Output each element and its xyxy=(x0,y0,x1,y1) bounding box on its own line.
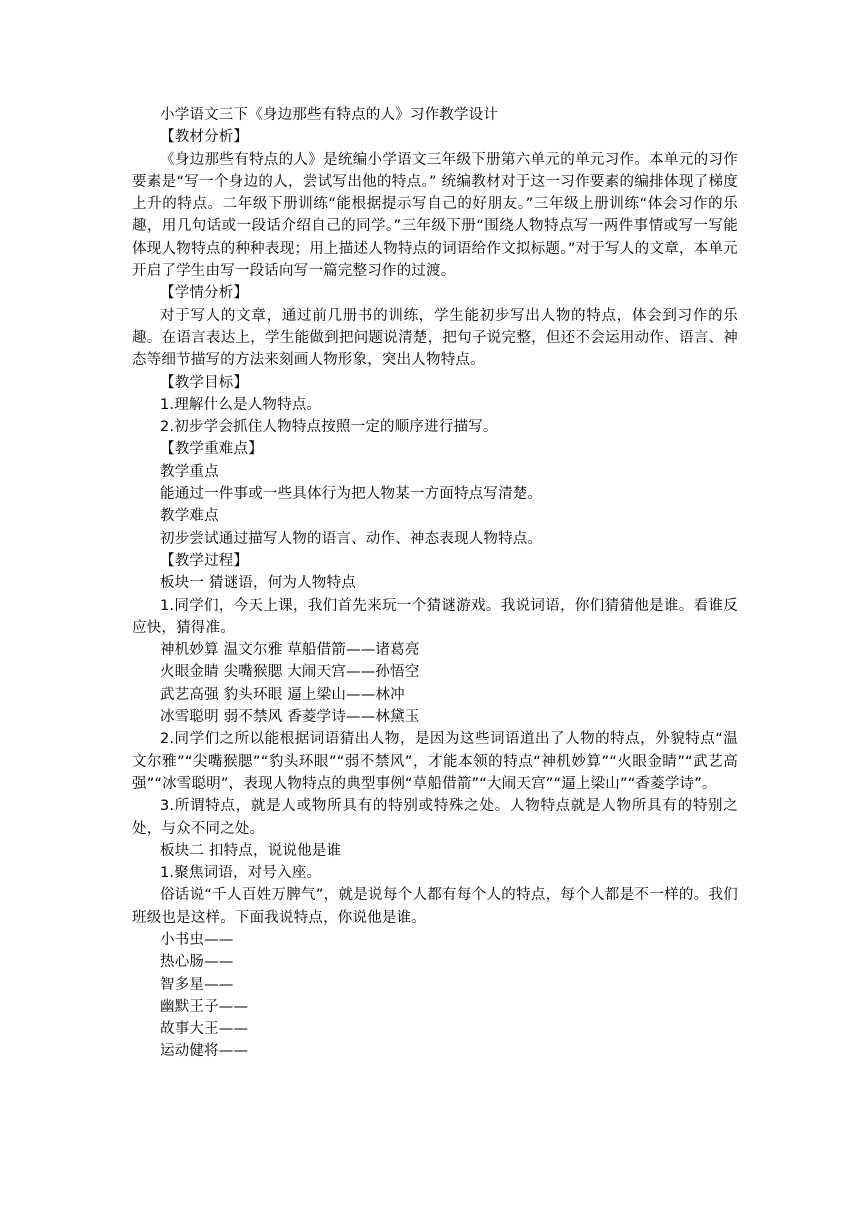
nickname-item-2: 热心肠—— xyxy=(160,954,234,971)
riddle-line-3: 武艺高强 豹头环眼 逼上梁山——林冲 xyxy=(160,686,405,703)
block1-paragraph-2: 2.同学们之所以能根据词语猜出人物，是因为这些词语道出了人物的特点，外貌特点“温文尔雅”“尖嘴猴腮”“豹头环眼”“弱不禁风”，才能本领的特点“神机妙算”“火眼金睛”“武艺高强”“冰雪聪明”，表现人物特点的典型事例“草船借箭”“大闹天宫”“逼上梁山”“香菱学诗”。 xyxy=(132,731,738,792)
key-point-text: 能通过一件事或一些具体行为把人物某一方面特点写清楚。 xyxy=(160,486,543,503)
block1-title: 板块一 猜谜语，何为人物特点 xyxy=(160,575,356,592)
nickname-item-6: 运动健将—— xyxy=(160,1043,249,1060)
difficulty-label: 教学难点 xyxy=(160,508,219,525)
riddle-line-2: 火眼金睛 尖嘴猴腮 大闹天宫——孙悟空 xyxy=(160,664,420,681)
block2-paragraph-2: 俗话说“千人百姓万脾气”，就是说每个人都有每个人的特点，每个人都是不一样的。我们班级也是这样。下面我说特点，你说他是谁。 xyxy=(132,887,738,926)
paragraph-textbook-analysis: 《身边那些有特点的人》是统编小学语文三年级下册第六单元的单元习作。本单元的习作要素是“写一个身边的人，尝试写出他的特点。” 统编教材对于这一习作要素的编排体现了梯度上升的特点。二年级下册训练“能根据提示写自己的好朋友。”三年级上册训练“体会习作的乐趣，用几句话或一段话介绍自己的同学。”三年级下册“围绕人物特点写一两件事情或写一写能体现人物特点的种种表现；用上描述人物特点的词语给作文拟标题。”对于写人的文章，本单元开启了学生由写一段话向写一篇完整习作的过渡。 xyxy=(132,151,738,280)
nickname-item-4: 幽默王子—— xyxy=(160,998,249,1015)
nickname-item-1: 小书虫—— xyxy=(160,931,234,948)
paragraph-learning-analysis: 对于写人的文章，通过前几册书的训练，学生能初步写出人物的特点，体会到习作的乐趣。在语言表达上，学生能做到把问题说清楚，把句子说完整，但还不会运用动作、语言、神态等细节描写的方法来刻画人物形象，突出人物特点。 xyxy=(132,307,738,369)
riddle-line-1: 神机妙算 温文尔雅 草船借箭——诸葛亮 xyxy=(160,642,420,659)
difficulty-text: 初步尝试通过描写人物的语言、动作、神态表现人物特点。 xyxy=(160,530,543,547)
section-heading-goals: 【教学目标】 xyxy=(160,374,249,391)
section-heading-process: 【教学过程】 xyxy=(160,552,249,569)
section-heading-textbook: 【教材分析】 xyxy=(160,129,249,146)
key-point-label: 教学重点 xyxy=(160,463,219,480)
block2-title: 板块二 扣特点，说说他是谁 xyxy=(160,842,342,859)
riddle-line-4: 冰雪聪明 弱不禁风 香菱学诗——林黛玉 xyxy=(160,709,420,726)
block1-paragraph-3: 3.所谓特点，就是人或物所具有的特别或特殊之处。人物特点就是人物所具有的特别之处，与众不同之处。 xyxy=(132,798,738,837)
document-title: 小学语文三下《身边那些有特点的人》习作教学设计 xyxy=(160,107,499,123)
section-heading-learning: 【学情分析】 xyxy=(160,285,249,302)
goal-item-1: 1.理解什么是人物特点。 xyxy=(160,396,322,413)
document-body xyxy=(132,104,738,1063)
goal-item-2: 2.初步学会抓住人物特点按照一定的顺序进行描写。 xyxy=(160,419,498,436)
nickname-item-5: 故事大王—— xyxy=(160,1021,249,1038)
nickname-item-3: 智多星—— xyxy=(160,976,234,993)
block1-paragraph-1: 1.同学们，今天上课，我们首先来玩一个猜谜游戏。我说词语，你们猜猜他是谁。看谁反应快，猜得准。 xyxy=(132,597,738,636)
section-heading-keypoints: 【教学重难点】 xyxy=(160,441,263,458)
block2-paragraph-1: 1.聚焦词语，对号入座。 xyxy=(160,865,322,882)
